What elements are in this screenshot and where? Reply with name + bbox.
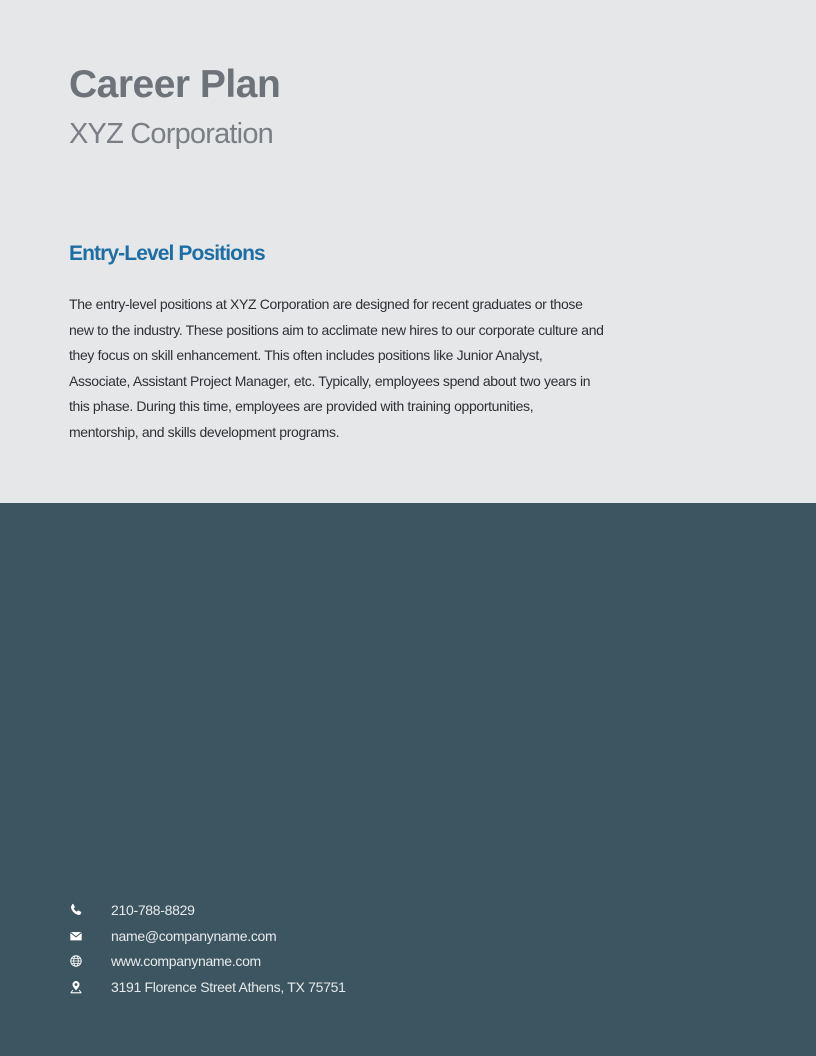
contact-list: [69, 897, 346, 1000]
section-body: The entry-level positions at XYZ Corporation are designed for recent graduates or those new to the industry. These positions aim to acclimate new hires to our corporate culture and they focus on skill enhancement. This often includes positions like Junior Analyst, Associate, Assistant Project Manager, etc. Typically, employees spend about two years in this phase. During this time, employees are provided with training opportunities, mentorship, and skills development programs.: [69, 296, 604, 440]
contact-address: [69, 974, 346, 1000]
globe-icon: [69, 953, 111, 969]
website-url: www.companyname.com: [111, 953, 261, 970]
phone-icon: [69, 902, 111, 918]
street-address: 3191 Florence Street Athens, TX 75751: [111, 978, 346, 995]
contact-email: [69, 923, 346, 949]
phone-number: 210-788-8829: [111, 901, 195, 918]
envelope-icon: [69, 928, 111, 944]
document-title: Career Plan: [69, 63, 281, 106]
content-area: [0, 0, 816, 503]
section-heading: Entry-Level Positions: [69, 242, 265, 265]
email-address: name@companyname.com: [111, 927, 277, 944]
map-pin-icon: [69, 979, 111, 995]
contact-phone: [69, 897, 346, 923]
contact-website: [69, 948, 346, 974]
company-name: XYZ Corporation: [69, 118, 273, 150]
